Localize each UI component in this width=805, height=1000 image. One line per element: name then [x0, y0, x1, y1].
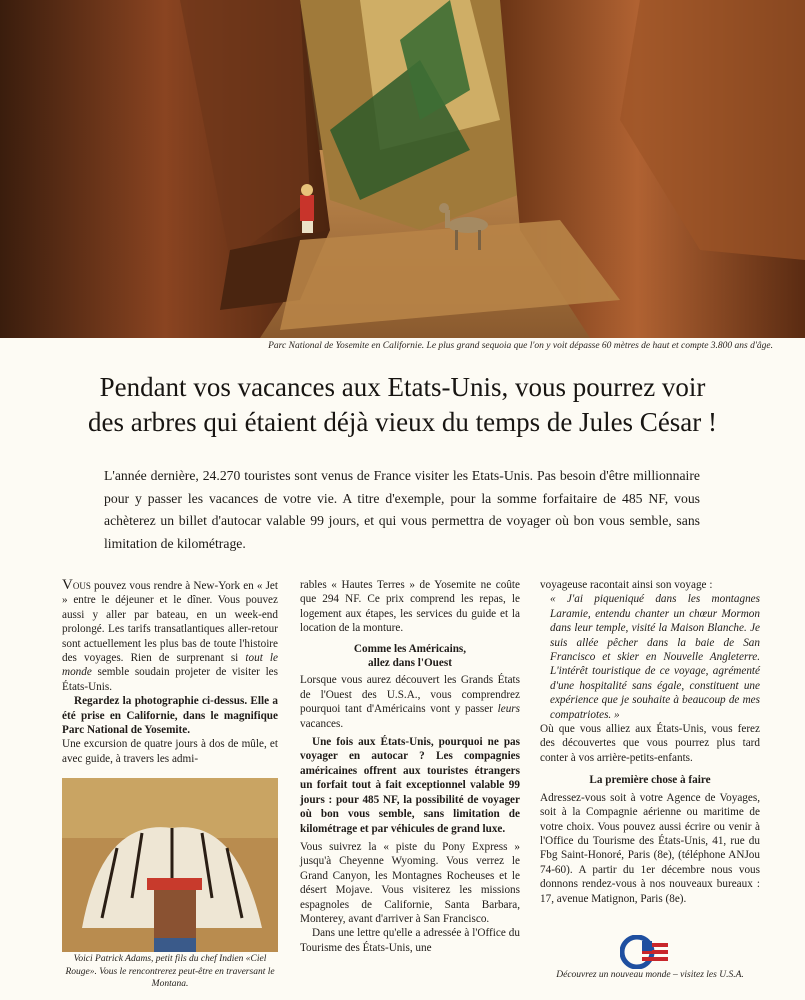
col1-small-caps: OUS — [72, 581, 91, 591]
hero-photo — [0, 0, 805, 338]
col1-paragraph-2: Regardez la photographie ci-dessus. Elle a été prise en Californie, dans le magnifique Parc National de Yosemite. — [62, 695, 278, 737]
col1-p1-italic: tout le monde — [62, 652, 278, 679]
col2-paragraph-2 — [300, 673, 520, 731]
col3-subhead: La première chose à faire — [589, 774, 711, 787]
sequoia-forest-illustration — [0, 0, 805, 338]
column-3 — [540, 578, 760, 906]
col1-paragraph-1 — [62, 578, 278, 694]
col2-p2-italic: leurs — [497, 703, 520, 716]
chief-photo-caption: Voici Patrick Adams, petit fils du chef Indien «Ciel Rouge». Vous le rencontrerez peut-être en traversant le Montana. — [65, 954, 275, 989]
headline-line-1: Pendant vos vacances aux Etats-Unis, vous pourrez voir — [99, 372, 706, 402]
col2-paragraph-3: Une fois aux États-Unis, pourquoi ne pas voyager en autocar ? Les compagnies américaines offrent aux touristes étrangers un forfait tout à fait exceptionnel valable 99 jours : pour 485 NF, la possibilité de voyager où bon vous semble, sans limitation de kilométrage et par véhicules de grand luxe. — [300, 736, 520, 835]
headline-line-2: des arbres qui étaient déjà vieux du temps de Jules César ! — [87, 407, 718, 437]
col3-paragraph-1: voyageuse racontait ainsi son voyage : — [540, 579, 713, 591]
tagline: Découvrez un nouveau monde – visitez les U.S.A. — [556, 970, 744, 980]
col3-paragraph-2: Où que vous alliez aux États-Unis, vous ferez des découvertes que vous pourrez plus tard conter à vos arrière-petits-enfants. — [540, 723, 760, 764]
headline — [0, 370, 805, 440]
col2-paragraph-1: rables « Hautes Terres » de Yosemite ne coûte que 294 NF. Ce prix comprend les repas, le logement aux étapes, les services du guide et la location de la monture. — [300, 579, 520, 635]
col1-p1-text: pouvez vous rendre à New-York en « Jet » entre le déjeuner et le dîner. Vous pouvez aussi y aller par bateau, en un week-end prolongé. Les tarifs transatlantiques aller-retour sont actuellement les plus bas de toute l'histoire des voyages. Rien de surprenant si — [62, 580, 278, 665]
col3-quote: « J'ai piqueniqué dans les montagnes Laramie, entendu chanter un chœur Mormon dans leur temple, visité la Maison Blanche. Je suis allée pêcher dans la baie de San Francisco et skier en Nouvelle Angleterre. L'intérêt touristique de ce voyage, agrémenté d'une hospitalité sans égale, constituent une expérience que je souhaite à beaucoup de mes compatriotes. » — [550, 593, 760, 721]
col2-subhead-line-2: allez dans l'Ouest — [368, 657, 452, 670]
col2-p2-text: Lorsque vous aurez découvert les Grands États de l'Ouest des U.S.A., vous comprendrez pourquoi tant d'Américains vont y passer — [300, 674, 520, 716]
col1-p1-end: semble soudain projeter de visiter les États-Unis. — [62, 666, 278, 693]
indian-chief-illustration — [62, 778, 278, 952]
col2-subhead-line-1: Comme les Américains, — [353, 642, 467, 655]
col2-paragraph-5: Dans une lettre qu'elle a adressée à l'Office du Tourisme des États-Unis, une — [300, 927, 520, 954]
drop-cap: V — [62, 577, 73, 593]
col1-paragraph-3: Une excursion de quatre jours à dos de mûle, et avec guide, à travers les admi- — [62, 738, 278, 765]
column-1 — [62, 578, 278, 766]
column-2 — [300, 578, 520, 955]
col3-paragraph-3: Adressez-vous soit à votre Agence de Voyages, soit à la Compagnie aérienne ou maritime de votre choix. Vous pouvez aussi écrire ou venir à l'Office du Tourisme des États-Unis, 41, rue du Fbg Saint-Honoré, Paris (8e), (téléphone ANJou 74-60). A partir du 1er décembre nous vous donnons rendez-vous à nos nouveaux bureaux : 17, avenue Matignon, Paris (8e). — [540, 791, 760, 905]
col2-subhead — [300, 642, 520, 671]
chief-photo — [62, 778, 278, 952]
intro-paragraph: L'année dernière, 24.270 touristes sont venus de France visiter les Etats-Unis. Pas besoin d'être millionnaire pour y passer les vacances de votre vie. A titre d'exemple, pour la somme forfaitaire de 485 NF, vous achèterez un billet d'autocar valable 99 jours, et qui vous permettra de voyager où bon vous semble, sans limitation de kilométrage. — [104, 468, 700, 551]
hero-caption: Parc National de Yosemite en Californie. Le plus grand sequoia que l'on y voit dépasse 60 mètres de haut et compte 3.800 ans d'âge. — [268, 341, 773, 351]
col2-paragraph-4: Vous suivrez la « piste du Pony Express » jusqu'à Cheyenne Wyoming. Vous verrez le Grand Canyon, les Montagnes Rocheuses et le désert Mojave. Vous visiterez les missions espagnoles de Californie, Santa Barbara, Monterey, avant d'arriver à San Francisco. — [300, 840, 520, 925]
col2-p2-end: vacances. — [300, 717, 344, 730]
usa-tourism-logo — [620, 935, 676, 969]
